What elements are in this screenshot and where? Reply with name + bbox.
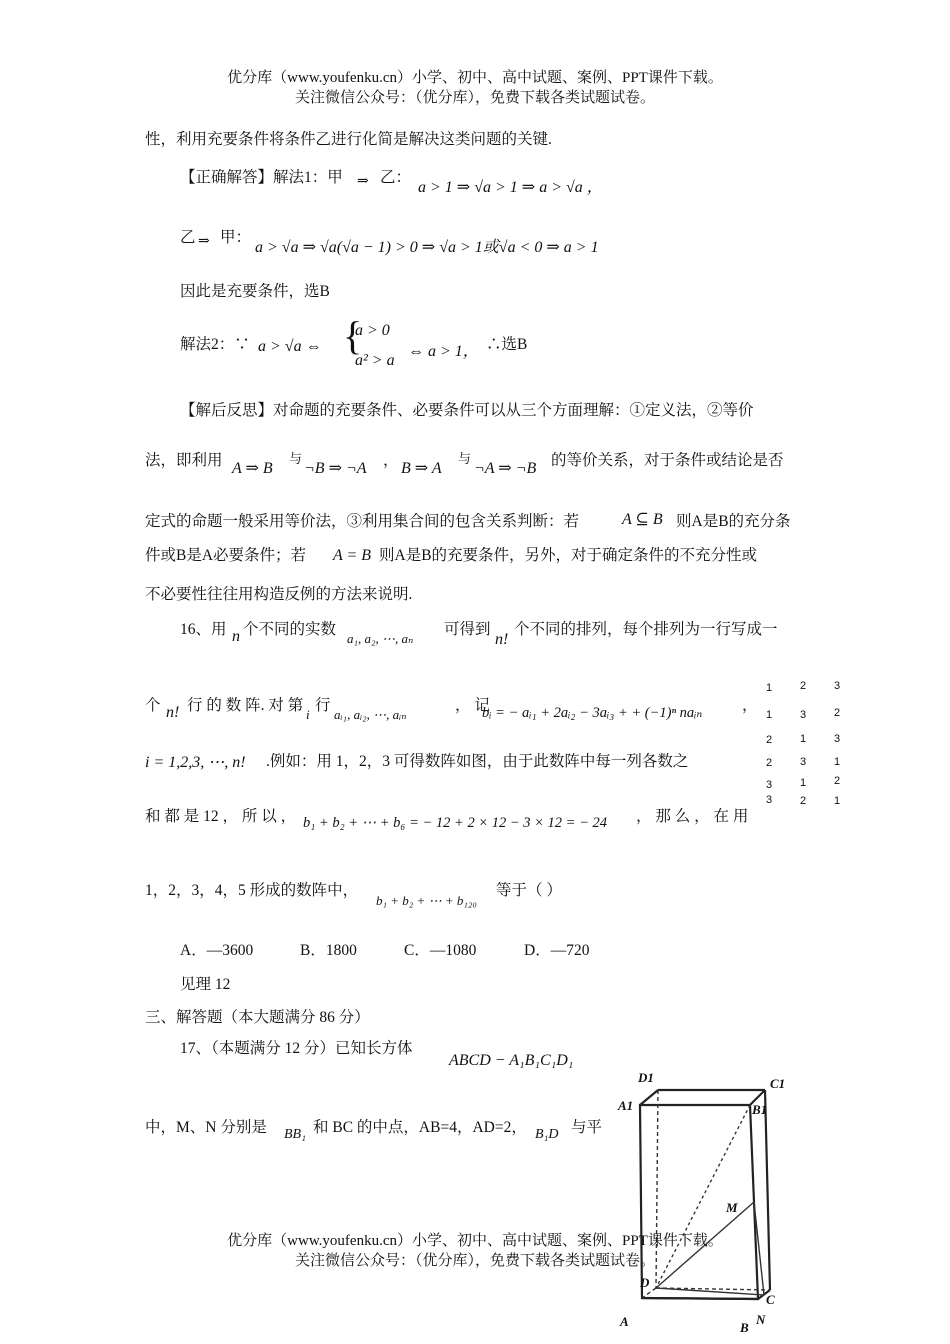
q16-text: ， — [742, 697, 758, 714]
math-expression: A = B — [333, 547, 372, 564]
q16-text: 16、用 — [180, 621, 227, 638]
math-expression: A ⊆ B — [622, 511, 663, 528]
solution-1-label: 【正确解答】解法1：甲 — [180, 169, 343, 186]
math-sum: b₁ + b₂ + ⋯ + b₆ = − 12 + 2 × 12 − 3 × 12 = − 24 — [303, 815, 608, 831]
q16-text: 和 都 是 12 ， 所 以 ， — [145, 808, 297, 825]
q17-text: 和 BC 的中点，AB=4，AD=2， — [313, 1119, 527, 1136]
matrix-cell: 1 — [800, 733, 807, 745]
paragraph-4: 因此是充要条件，选B — [180, 283, 330, 300]
label-a1: A1 — [618, 1098, 634, 1113]
math-expression: A ⇒ B — [232, 460, 273, 477]
label-b: B — [740, 1320, 749, 1335]
q16-text: .例如：用 1，2，3 可得数阵如图，由于此数阵中每一列各数之 — [266, 753, 689, 770]
q16-text: 行 的 数 阵. 对 第 — [187, 697, 304, 714]
math-expression: ¬B ⇒ ¬A — [304, 460, 367, 477]
footer-line-2: 关注微信公众号：（优分库），免费下载各类试题试卷。 — [294, 1253, 655, 1269]
math-bi-definition: bᵢ = − aᵢ₁ + 2aᵢ₂ − 3aᵢ₃ + + (−1)ⁿ naᵢₙ — [482, 705, 703, 721]
answer-label: ∴选B — [486, 336, 528, 353]
label-d1: D1 — [638, 1070, 654, 1085]
paragraph-8-start: 定式的命题一般采用等价法，③利用集合间的包含关系判断：若 — [145, 513, 580, 530]
cuboid-figure — [612, 1062, 792, 1340]
q16-text: 行 — [315, 697, 331, 714]
q16-text: ， 那 么 ， 在 用 — [636, 808, 749, 825]
label-d: D — [640, 1275, 650, 1290]
matrix-cell: 2 — [800, 795, 807, 807]
paragraph-10: 不必要性往往用构造反例的方法来说明. — [145, 586, 413, 603]
q17-text: 17、（本题满分 12 分）已知长方体 — [180, 1040, 413, 1057]
math-factorial: n! — [166, 704, 180, 721]
math-n: n — [232, 628, 240, 645]
choice-d: D．—720 — [524, 942, 590, 959]
matrix-cell: 2 — [800, 680, 807, 692]
header-line-2: 关注微信公众号：（优分库），免费下载各类试题试卷。 — [294, 90, 655, 106]
q16-text: 等于（ ） — [496, 882, 562, 899]
matrix-cell: 1 — [766, 682, 773, 694]
paragraph-6: 【解后反思】对命题的充要条件、必要条件可以从三个方面理解：①定义法，②等价 — [180, 402, 754, 419]
implies-arrow: ⇒ — [198, 234, 210, 249]
paragraph-9-end: 则A是B的充要条件，另外，对于确定条件的不充分性或 — [379, 547, 758, 564]
matrix-cell: 2 — [766, 757, 773, 769]
math-expression: ¬A ⇒ ¬B — [474, 460, 537, 477]
choice-a: A．—3600 — [180, 942, 254, 959]
q16-text: 个不同的排列，每个排列为一行写成一 — [514, 621, 778, 638]
q16-text: ， 记 — [455, 697, 490, 714]
q16-text: 1，2，3，4，5 形成的数阵中， — [145, 882, 359, 899]
q17-text: 中，M、N 分别是 — [145, 1119, 267, 1136]
math-sum-120: b₁ + b₂ + ⋯ + b₁₂₀ — [376, 893, 477, 908]
matrix-cell: 2 — [834, 707, 841, 719]
math-sequence: a₁, a₂, ⋯, aₙ — [347, 631, 414, 646]
implies-arrow: ⇒ — [357, 174, 369, 189]
q16-text: 个不同的实数 — [243, 621, 337, 638]
matrix-cell: 3 — [800, 756, 807, 768]
matrix-cell: 3 — [800, 709, 807, 721]
q17-text: 与平 — [571, 1119, 603, 1136]
paragraph-7-end: 的等价关系，对于条件或结论是否 — [551, 452, 784, 469]
system-line-2: a² > a — [355, 352, 395, 369]
q16-text: 可得到 — [444, 621, 491, 638]
header-line-1: 优分库（www.youfenku.cn）小学、初中、高中试题、案例、PPT课件下载。 — [227, 70, 723, 86]
paragraph-7-start: 法，即利用 — [145, 452, 223, 469]
math-b1d: B₁D — [535, 1127, 559, 1142]
brace: { — [343, 313, 363, 358]
label-a: A — [620, 1314, 629, 1329]
label-m: M — [726, 1200, 738, 1215]
text-comma: ， — [383, 452, 399, 469]
matrix-cell: 1 — [766, 709, 773, 721]
math-expression: a > √a ⇔ — [258, 338, 322, 355]
yi-label: 乙： — [380, 169, 412, 186]
yi-label-2: 乙 — [180, 229, 196, 246]
matrix-cell: 2 — [766, 734, 773, 746]
text-yu: 与 — [289, 451, 303, 466]
matrix-cell: 3 — [834, 733, 841, 745]
footer-line-1: 优分库（www.youfenku.cn）小学、初中、高中试题、案例、PPT课件下载。 — [227, 1233, 723, 1249]
math-solid: ABCD − A₁B₁C₁D₁ — [449, 1052, 574, 1069]
math-i: i — [306, 707, 310, 722]
choice-c: C．—1080 — [404, 942, 477, 959]
label-c: C — [766, 1292, 775, 1307]
label-c1: C1 — [770, 1076, 786, 1091]
section-heading: 三、解答题（本大题满分 86 分） — [145, 1009, 370, 1026]
math-expression: a > √a ⇒ √a(√a − 1) > 0 ⇒ √a > 1或√a < 0 ⇒ a > 1 — [255, 239, 599, 256]
math-row: aᵢ₁, aᵢ₂, ⋯, aᵢₙ — [334, 707, 407, 722]
matrix-cell: 1 — [834, 756, 841, 768]
paragraph-1: 性，利用充要条件将条件乙进行化简是解决这类问题的关键. — [145, 131, 552, 148]
system-line-1: a > 0 — [355, 322, 390, 339]
math-index-range: i = 1,2,3, ⋯, n! — [145, 754, 246, 771]
reference-note: 见理 12 — [180, 976, 231, 993]
matrix-cell: 3 — [834, 680, 841, 692]
paragraph-9-start: 件或B是A必要条件；若 — [145, 547, 307, 564]
matrix-cell: 1 — [834, 795, 841, 807]
math-expression: a > 1 ⇒ √a > 1 ⇒ a > √a ， — [418, 179, 603, 196]
solution-2-label: 解法2：∵ — [180, 336, 250, 353]
math-expression: ⇔ a > 1， — [408, 343, 479, 360]
jia-label: 甲： — [220, 229, 252, 246]
math-factorial: n! — [495, 631, 509, 648]
paragraph-8-end: 则A是B的充分条 — [676, 513, 791, 530]
choice-b: B．1800 — [300, 942, 357, 959]
label-b1: B1 — [752, 1102, 768, 1117]
math-bb1: BB₁ — [284, 1127, 306, 1142]
q16-text: 个 — [145, 697, 161, 714]
matrix-cell: 3 — [766, 779, 773, 791]
matrix-cell: 3 — [766, 794, 773, 806]
matrix-cell: 1 — [800, 777, 807, 789]
text-yu: 与 — [458, 451, 472, 466]
math-expression: B ⇒ A — [401, 460, 442, 477]
label-n: N — [756, 1312, 766, 1327]
matrix-cell: 2 — [834, 775, 841, 787]
